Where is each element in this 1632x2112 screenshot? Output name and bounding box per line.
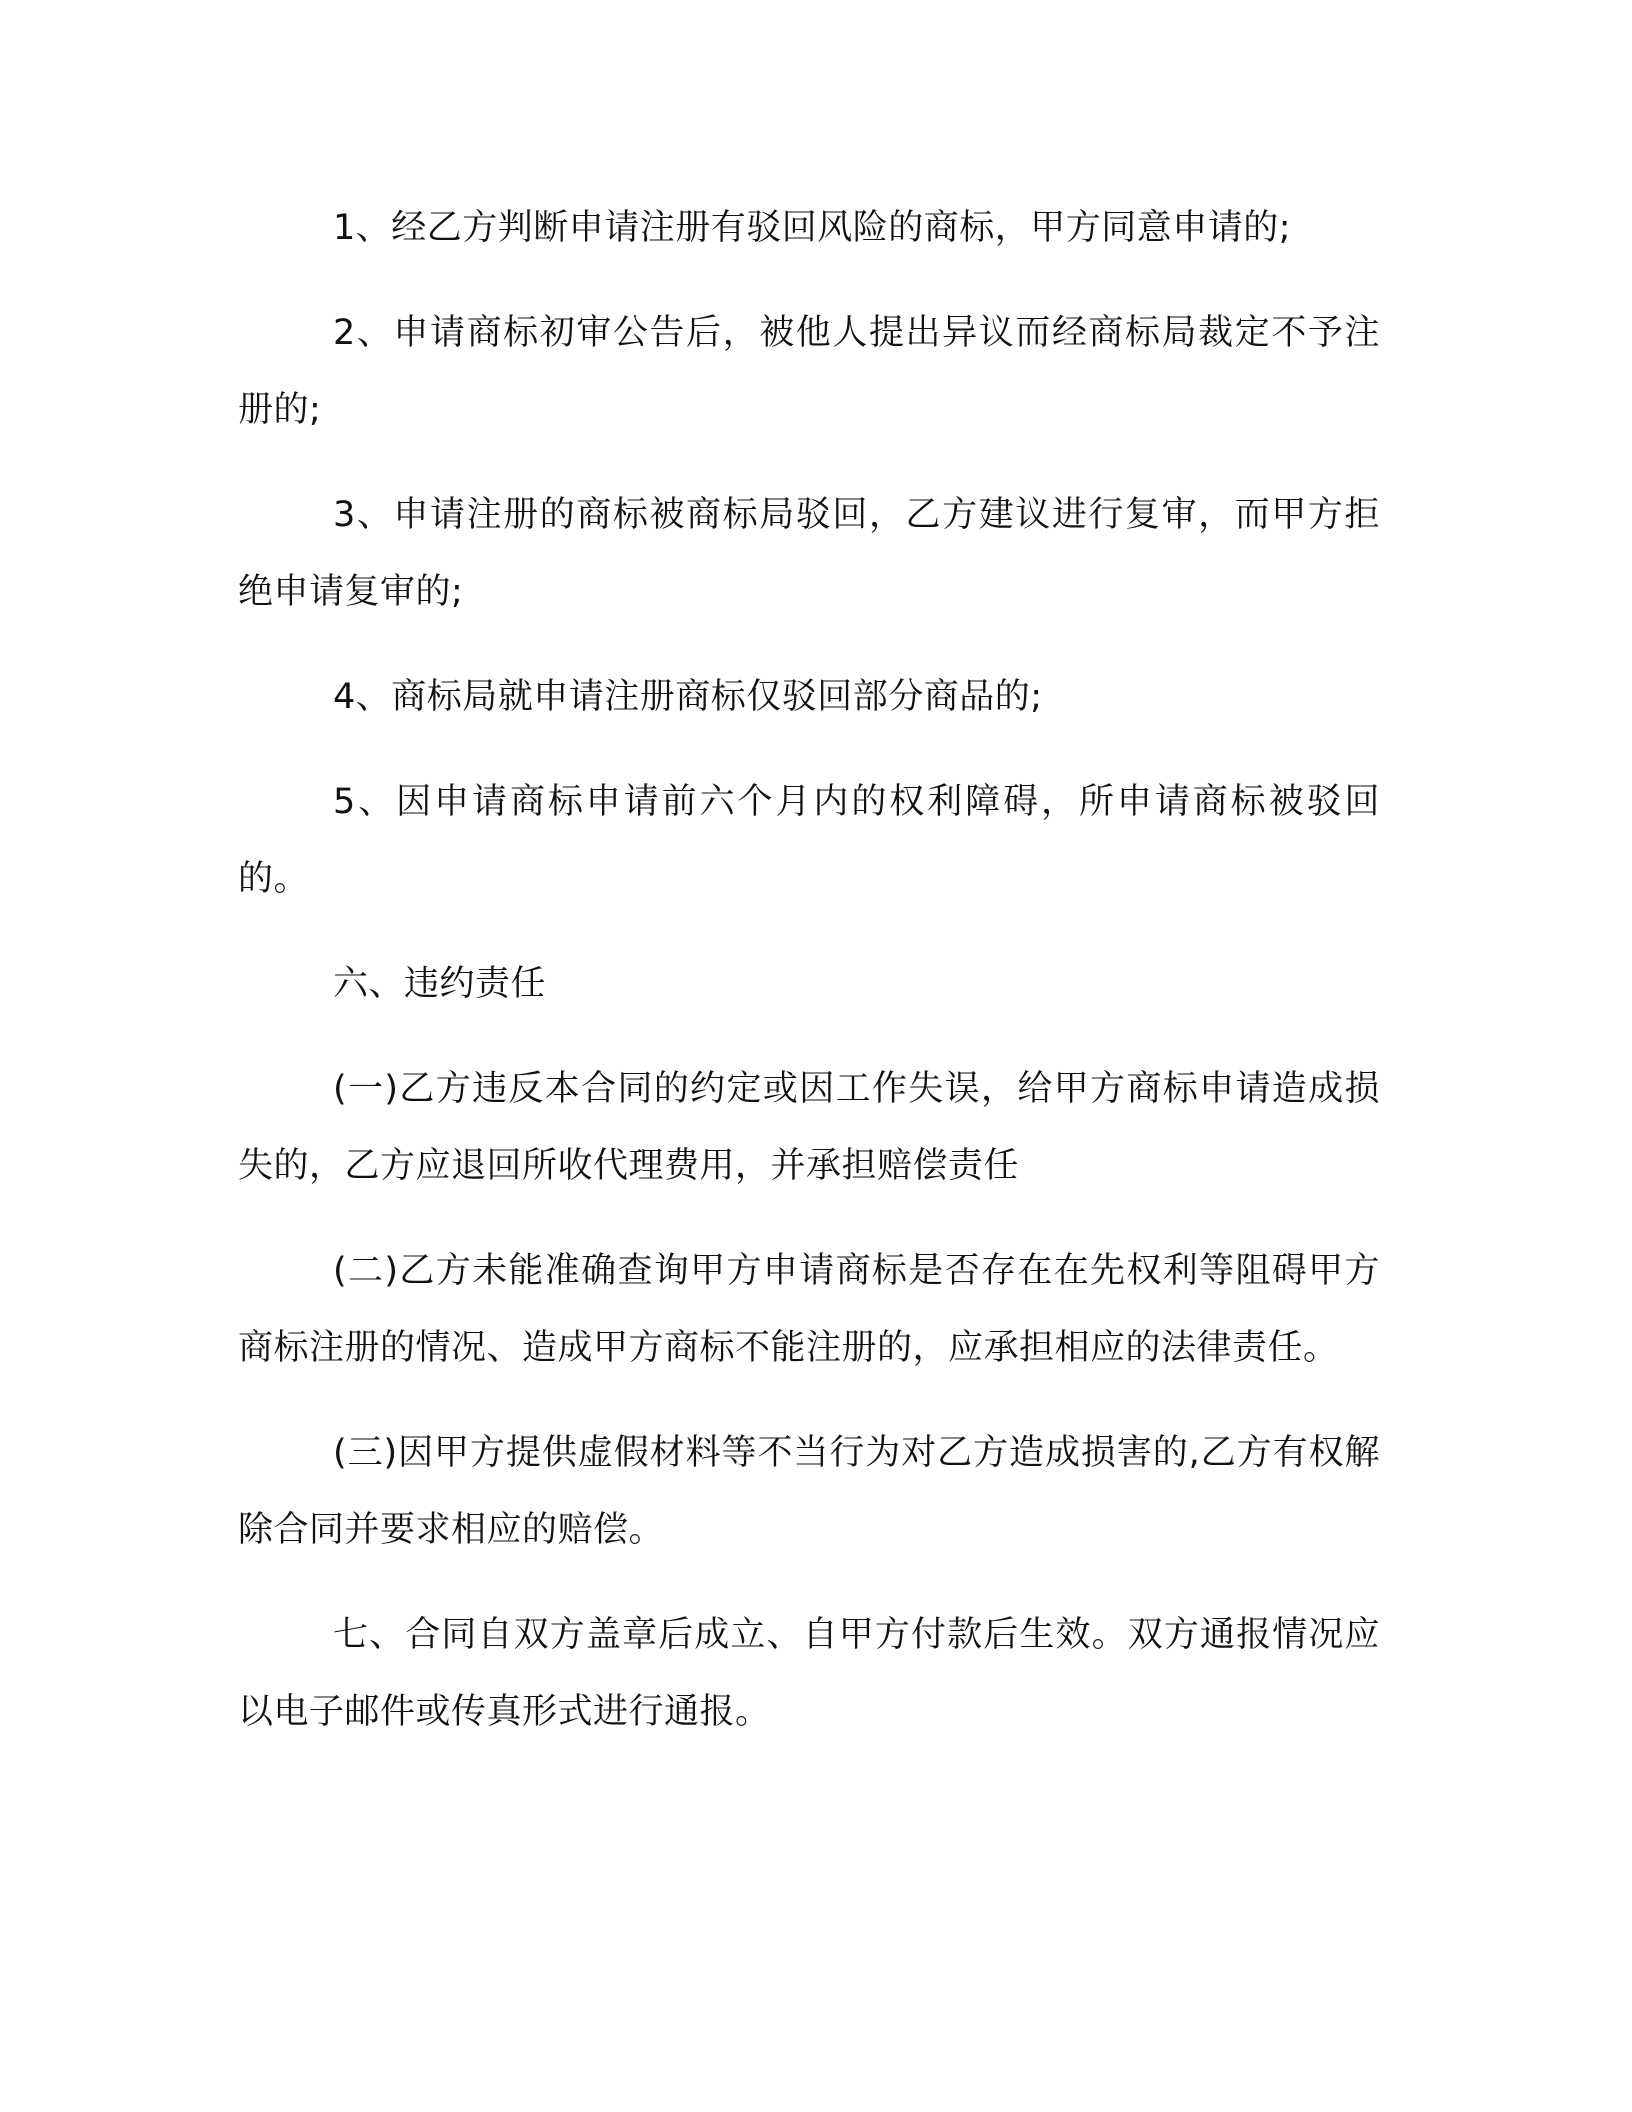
document-body <box>238 190 1380 1751</box>
paragraph-item-5: 5、因申请商标申请前六个月内的权利障碍，所申请商标被驳回的。 <box>238 782 1380 899</box>
paragraph-breach-1: (一)乙方违反本合同的约定或因工作失误，给甲方商标申请造成损失的，乙方应退回所收代理费用，并承担赔偿责任 <box>238 1069 1380 1186</box>
paragraph-item-3: 3、申请注册的商标被商标局驳回，乙方建议进行复审，而甲方拒绝申请复审的; <box>238 495 1380 612</box>
paragraph-item-1: 1、经乙方判断申请注册有驳回风险的商标，甲方同意申请的; <box>333 208 1292 248</box>
paragraph-item-2: 2、申请商标初审公告后，被他人提出异议而经商标局裁定不予注册的; <box>238 313 1380 430</box>
section-heading-breach: 六、违约责任 <box>333 964 547 1004</box>
paragraph-breach-2: (二)乙方未能准确查询甲方申请商标是否存在在先权利等阻碍甲方商标注册的情况、造成甲方商标不能注册的，应承担相应的法律责任。 <box>238 1251 1380 1368</box>
paragraph-breach-3: (三)因甲方提供虚假材料等不当行为对乙方造成损害的,乙方有权解除合同并要求相应的赔偿。 <box>238 1433 1380 1550</box>
paragraph-item-4: 4、商标局就申请注册商标仅驳回部分商品的; <box>333 677 1043 717</box>
paragraph-effective: 七、合同自双方盖章后成立、自甲方付款后生效。双方通报情况应以电子邮件或传真形式进行通报。 <box>238 1615 1380 1732</box>
